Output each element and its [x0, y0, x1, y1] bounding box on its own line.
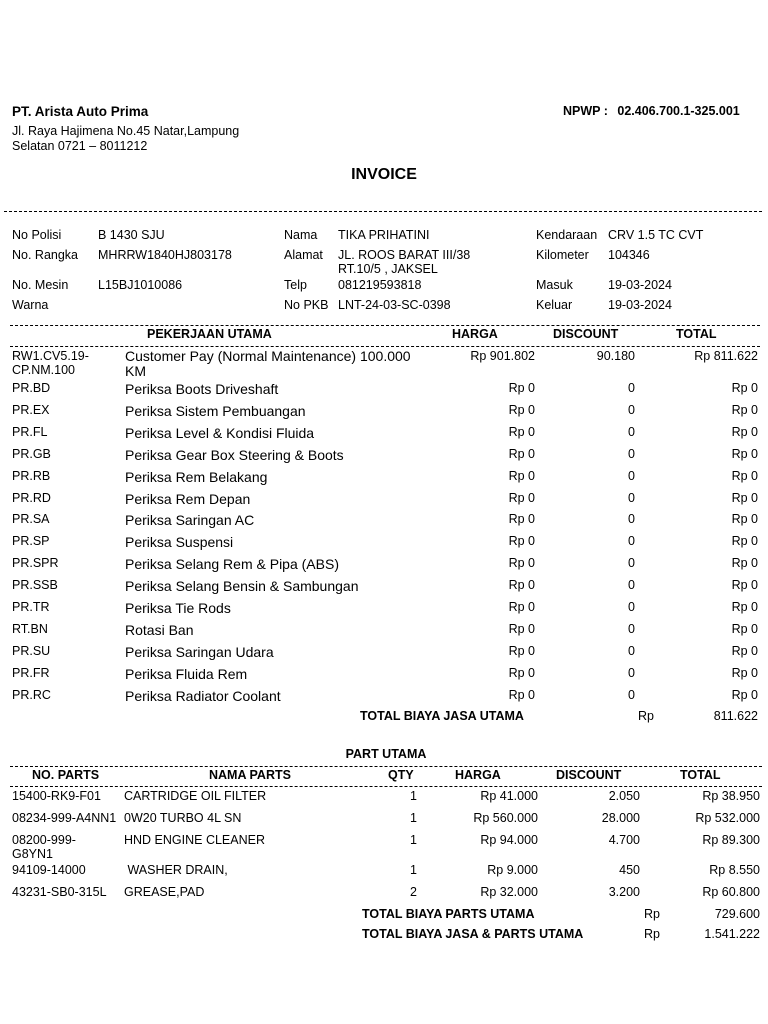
- jobs-header-harga: HARGA: [452, 327, 498, 341]
- part-qty: 1: [410, 833, 417, 847]
- job-code: PR.RB: [12, 469, 51, 483]
- job-desc: Periksa Rem Belakang: [125, 469, 268, 485]
- no-mesin-label: No. Mesin: [12, 278, 69, 292]
- job-code: PR.GB: [12, 447, 51, 461]
- no-pkb-label: No PKB: [284, 298, 329, 312]
- job-total: Rp 0: [731, 688, 758, 702]
- telp-label: Telp: [284, 278, 307, 292]
- kilometer-label: Kilometer: [536, 248, 589, 262]
- job-code: PR.SPR: [12, 556, 59, 570]
- job-harga: Rp 0: [508, 534, 535, 548]
- part-total: Rp 60.800: [702, 885, 760, 899]
- job-harga: Rp 0: [508, 469, 535, 483]
- job-code: PR.SP: [12, 534, 50, 548]
- job-desc-line1: Customer Pay (Normal Maintenance) 100.000: [125, 348, 411, 364]
- job-code: PR.FL: [12, 425, 48, 439]
- parts-header-discount: DISCOUNT: [556, 768, 622, 782]
- job-discount: 0: [628, 469, 635, 483]
- no-polisi-value: B 1430 SJU: [98, 228, 165, 242]
- job-desc: Periksa Fluida Rem: [125, 666, 248, 682]
- job-discount: 0: [628, 578, 635, 592]
- job-harga: Rp 0: [508, 491, 535, 505]
- job-discount: 0: [628, 556, 635, 570]
- job-harga: Rp 0: [508, 403, 535, 417]
- grand-total-label: TOTAL BIAYA JASA & PARTS UTAMA: [362, 927, 584, 941]
- job-desc: Periksa Sistem Pembuangan: [125, 403, 306, 419]
- parts-header-no: NO. PARTS: [32, 768, 100, 782]
- no-rangka-label: No. Rangka: [12, 248, 79, 262]
- job-total: Rp 0: [731, 600, 758, 614]
- part-discount: 3.200: [608, 885, 640, 899]
- divider: [10, 325, 760, 326]
- warna-label: Warna: [12, 298, 49, 312]
- job-discount: 0: [628, 688, 635, 702]
- job-discount: 0: [628, 644, 635, 658]
- parts-header-nama: NAMA PARTS: [209, 768, 291, 782]
- job-discount: 0: [628, 425, 635, 439]
- job-total: Rp 0: [731, 534, 758, 548]
- part-name: CARTRIDGE OIL FILTER: [124, 789, 267, 803]
- job-harga: Rp 0: [508, 666, 535, 680]
- alamat-label: Alamat: [284, 248, 323, 262]
- job-discount: 0: [628, 403, 635, 417]
- job-code: PR.BD: [12, 381, 51, 395]
- part-qty: 1: [410, 789, 417, 803]
- job-desc: Periksa Rem Depan: [125, 491, 251, 507]
- part-name: 0W20 TURBO 4L SN: [124, 811, 242, 825]
- part-no-line1: 08200-999-: [12, 833, 76, 847]
- job-total: Rp 0: [731, 512, 758, 526]
- total-jasa-value: 811.622: [713, 709, 758, 723]
- part-harga: Rp 41.000: [480, 789, 538, 803]
- kilometer-value: 104346: [608, 248, 650, 262]
- job-total: Rp 0: [731, 644, 758, 658]
- job-harga: Rp 0: [508, 600, 535, 614]
- job-code: PR.RC: [12, 688, 51, 702]
- part-harga: Rp 32.000: [480, 885, 538, 899]
- job-code: RT.BN: [12, 622, 48, 636]
- part-no: 94109-14000: [12, 863, 86, 877]
- total-jasa-label: TOTAL BIAYA JASA UTAMA: [360, 709, 524, 723]
- divider: [10, 766, 762, 767]
- grand-total-currency: Rp: [644, 927, 660, 941]
- kendaraan-value: CRV 1.5 TC CVT: [608, 228, 704, 242]
- divider: [10, 346, 760, 347]
- job-discount: 0: [628, 512, 635, 526]
- job-code-line2: CP.NM.100: [12, 363, 75, 377]
- part-discount: 28.000: [601, 811, 640, 825]
- parts-header-qty: QTY: [388, 768, 414, 782]
- job-code: PR.RD: [12, 491, 51, 505]
- job-discount: 90.180: [596, 349, 635, 363]
- nama-label: Nama: [284, 228, 318, 242]
- nama-value: TIKA PRIHATINI: [338, 228, 430, 242]
- job-desc: Periksa Suspensi: [125, 534, 234, 550]
- part-qty: 1: [410, 811, 417, 825]
- job-discount: 0: [628, 666, 635, 680]
- part-no: 08234-999-A4NN1: [12, 811, 117, 825]
- part-name: HND ENGINE CLEANER: [124, 833, 265, 847]
- job-total: Rp 0: [731, 666, 758, 680]
- job-code: PR.TR: [12, 600, 50, 614]
- jobs-header-total: TOTAL: [676, 327, 717, 341]
- part-name: GREASE,PAD: [124, 885, 205, 899]
- job-harga: Rp 0: [508, 556, 535, 570]
- job-discount: 0: [628, 381, 635, 395]
- job-total: Rp 0: [731, 556, 758, 570]
- job-discount: 0: [628, 491, 635, 505]
- jobs-header-discount: DISCOUNT: [553, 327, 619, 341]
- total-parts-value: 729.600: [714, 907, 760, 921]
- job-code: PR.SU: [12, 644, 51, 658]
- keluar-value: 19-03-2024: [608, 298, 672, 312]
- npwp-value: 02.406.700.1-325.001: [617, 104, 740, 118]
- part-total: Rp 89.300: [702, 833, 760, 847]
- company-address-line2: Selatan 0721 – 8011212: [12, 139, 148, 153]
- job-harga: Rp 0: [508, 512, 535, 526]
- job-desc: Periksa Level & Kondisi Fluida: [125, 425, 315, 441]
- kendaraan-label: Kendaraan: [536, 228, 598, 242]
- job-code: PR.SA: [12, 512, 50, 526]
- job-code: PR.FR: [12, 666, 50, 680]
- job-desc: Periksa Selang Rem & Pipa (ABS): [125, 556, 339, 572]
- job-discount: 0: [628, 600, 635, 614]
- job-desc: Rotasi Ban: [125, 622, 194, 638]
- job-desc: Periksa Selang Bensin & Sambungan: [125, 578, 359, 594]
- part-total: Rp 38.950: [702, 789, 760, 803]
- part-discount: 2.050: [608, 789, 640, 803]
- part-total: Rp 8.550: [709, 863, 760, 877]
- parts-header-harga: HARGA: [455, 768, 501, 782]
- job-discount: 0: [628, 622, 635, 636]
- part-no-line2: G8YN1: [12, 847, 53, 861]
- part-harga: Rp 94.000: [480, 833, 538, 847]
- job-total: Rp 0: [731, 381, 758, 395]
- no-mesin-value: L15BJ1010086: [98, 278, 183, 292]
- job-total: Rp 0: [731, 447, 758, 461]
- job-total: Rp 811.622: [694, 349, 758, 363]
- job-discount: 0: [628, 534, 635, 548]
- no-rangka-value: MHRRW1840HJ803178: [98, 248, 232, 262]
- job-harga: Rp 0: [508, 622, 535, 636]
- total-jasa-currency: Rp: [638, 709, 654, 723]
- alamat-line1: JL. ROOS BARAT III/38: [338, 248, 471, 262]
- part-name: WASHER DRAIN,: [124, 863, 228, 877]
- job-desc: Periksa Gear Box Steering & Boots: [125, 447, 344, 463]
- keluar-label: Keluar: [536, 298, 573, 312]
- job-harga: Rp 0: [508, 688, 535, 702]
- job-desc: Periksa Tie Rods: [125, 600, 231, 616]
- part-discount: 4.700: [608, 833, 640, 847]
- part-qty: 2: [410, 885, 417, 899]
- part-harga: Rp 9.000: [487, 863, 538, 877]
- job-code: PR.EX: [12, 403, 50, 417]
- job-total: Rp 0: [731, 469, 758, 483]
- job-total: Rp 0: [731, 578, 758, 592]
- job-desc: Periksa Radiator Coolant: [125, 688, 281, 704]
- divider: [10, 786, 762, 787]
- job-harga: Rp 0: [508, 644, 535, 658]
- part-harga: Rp 560.000: [473, 811, 538, 825]
- job-desc: Periksa Saringan Udara: [125, 644, 274, 660]
- job-harga: Rp 0: [508, 381, 535, 395]
- company-address-line1: Jl. Raya Hajimena No.45 Natar,Lampung: [12, 124, 240, 138]
- parts-header-total: TOTAL: [680, 768, 721, 782]
- part-no: 15400-RK9-F01: [12, 789, 101, 803]
- job-total: Rp 0: [731, 622, 758, 636]
- total-parts-currency: Rp: [644, 907, 660, 921]
- masuk-value: 19-03-2024: [608, 278, 672, 292]
- job-total: Rp 0: [731, 425, 758, 439]
- masuk-label: Masuk: [536, 278, 573, 292]
- parts-section-title: PART UTAMA: [345, 747, 427, 761]
- npwp-label: NPWP :: [563, 104, 608, 118]
- telp-value: 081219593818: [338, 278, 422, 292]
- job-code: PR.SSB: [12, 578, 58, 592]
- job-desc-line2: KM: [125, 363, 146, 379]
- alamat-line2: RT.10/5 , JAKSEL: [338, 262, 438, 276]
- grand-total-value: 1.541.222: [704, 927, 760, 941]
- total-parts-label: TOTAL BIAYA PARTS UTAMA: [362, 907, 535, 921]
- job-harga: Rp 901.802: [470, 349, 535, 363]
- part-total: Rp 532.000: [695, 811, 760, 825]
- company-name: PT. Arista Auto Prima: [12, 104, 149, 119]
- job-total: Rp 0: [731, 403, 758, 417]
- job-desc: Periksa Saringan AC: [125, 512, 255, 528]
- job-code-line1: RW1.CV5.19-: [12, 349, 89, 363]
- job-discount: 0: [628, 447, 635, 461]
- job-harga: Rp 0: [508, 447, 535, 461]
- no-polisi-label: No Polisi: [12, 228, 62, 242]
- job-desc: Periksa Boots Driveshaft: [125, 381, 279, 397]
- jobs-header-pekerjaan: PEKERJAAN UTAMA: [147, 327, 272, 341]
- part-discount: 450: [619, 863, 640, 877]
- npwp: [563, 104, 740, 119]
- part-no: 43231-SB0-315L: [12, 885, 107, 899]
- no-pkb-value: LNT-24-03-SC-0398: [338, 298, 451, 312]
- job-harga: Rp 0: [508, 578, 535, 592]
- job-total: Rp 0: [731, 491, 758, 505]
- divider: [4, 211, 762, 212]
- invoice-title: INVOICE: [351, 166, 417, 183]
- job-harga: Rp 0: [508, 425, 535, 439]
- part-qty: 1: [410, 863, 417, 877]
